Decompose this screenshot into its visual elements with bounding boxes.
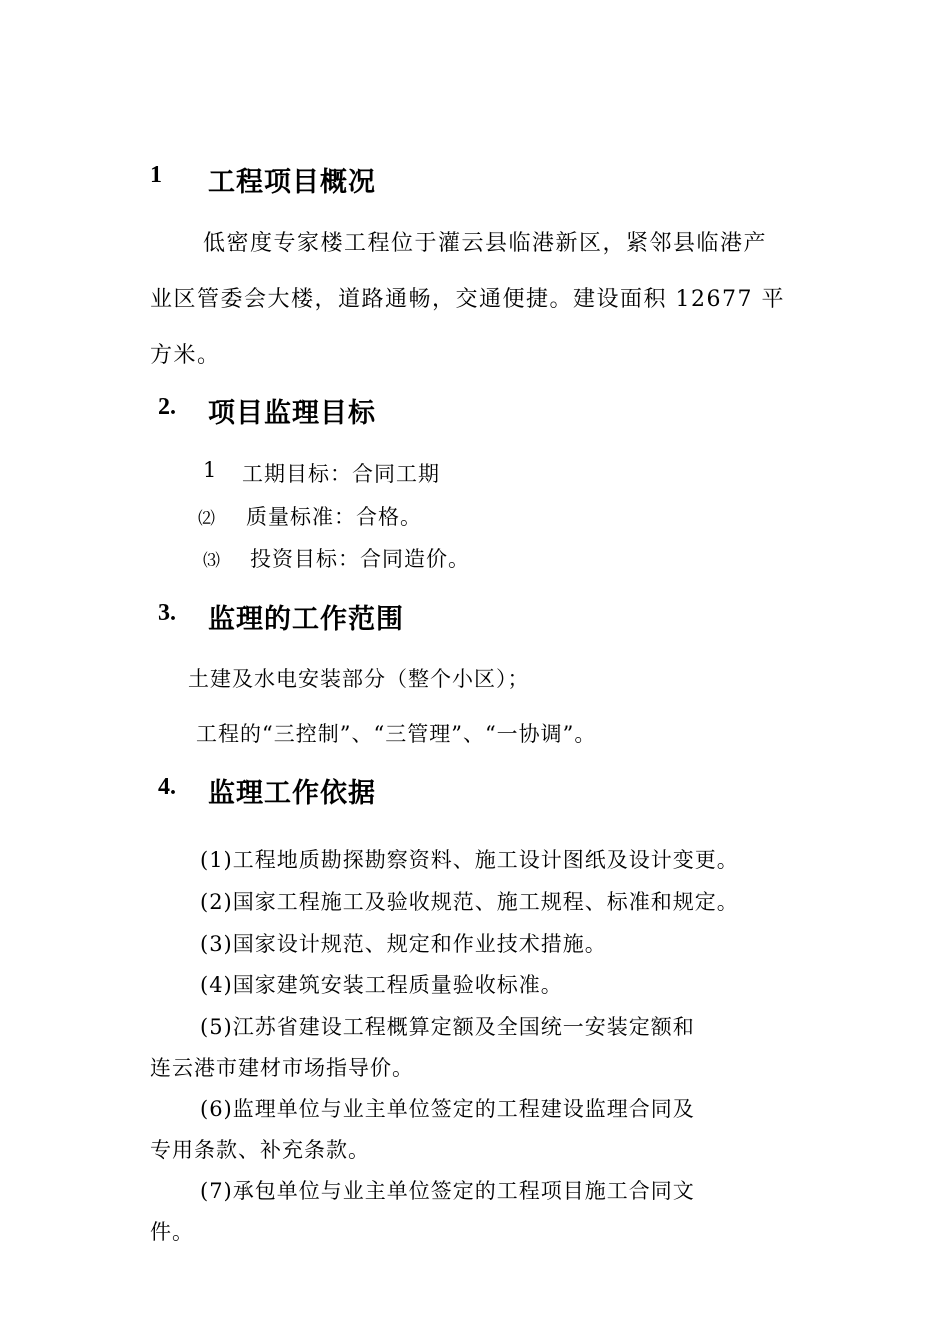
basis-item: (7)承包单位与业主单位签定的工程项目施工合同文: [200, 1179, 695, 1203]
section-1-title: 工程项目概况: [208, 167, 376, 198]
section-3-paragraph-line: 土建及水电安装部分（整个小区）；: [188, 667, 530, 691]
basis-item: (6)监理单位与业主单位签定的工程建设监理合同及: [200, 1097, 695, 1121]
section-1-paragraph-line: 低密度专家楼工程位于灌云县临港新区，紧邻县临港产: [203, 231, 768, 256]
basis-item: (3)国家设计规范、规定和作业技术措施。: [200, 932, 607, 956]
basis-item-continuation: 件。: [150, 1220, 194, 1244]
goal-item-text: 投资目标：合同造价。: [250, 547, 470, 571]
basis-item: (2)国家工程施工及验收规范、施工规程、标准和规定。: [200, 890, 739, 914]
section-3-number: 3.: [158, 600, 176, 626]
section-3-paragraph-line: 工程的“三控制”、“三管理”、“一协调”。: [196, 722, 597, 746]
basis-item: (1)工程地质勘探勘察资料、施工设计图纸及设计变更。: [200, 848, 739, 872]
section-1-paragraph-line: 方米。: [150, 343, 221, 368]
section-2-title: 项目监理目标: [208, 398, 376, 429]
goal-item-marker: 1: [203, 458, 218, 482]
section-1-paragraph-line: 业区管委会大楼，道路通畅，交通便捷。建设面积 12677 平: [150, 287, 785, 312]
section-3-title: 监理的工作范围: [208, 604, 404, 635]
basis-item: (4)国家建筑安装工程质量验收标准。: [200, 973, 563, 997]
goal-item-marker: ⑶: [203, 551, 220, 571]
section-2-number: 2.: [158, 394, 176, 420]
goal-item-marker: ⑵: [198, 509, 215, 529]
basis-item-continuation: 连云港市建材市场指导价。: [150, 1056, 414, 1080]
section-1-number: 1: [150, 162, 162, 188]
basis-item: (5)江苏省建设工程概算定额及全国统一安装定额和: [200, 1015, 695, 1039]
section-4-number: 4.: [158, 774, 176, 800]
section-4-title: 监理工作依据: [208, 778, 376, 809]
goal-item-text: 质量标准：合格。: [246, 505, 422, 529]
goal-item-text: 工期目标：合同工期: [242, 462, 440, 486]
basis-item-continuation: 专用条款、补充条款。: [150, 1138, 370, 1162]
